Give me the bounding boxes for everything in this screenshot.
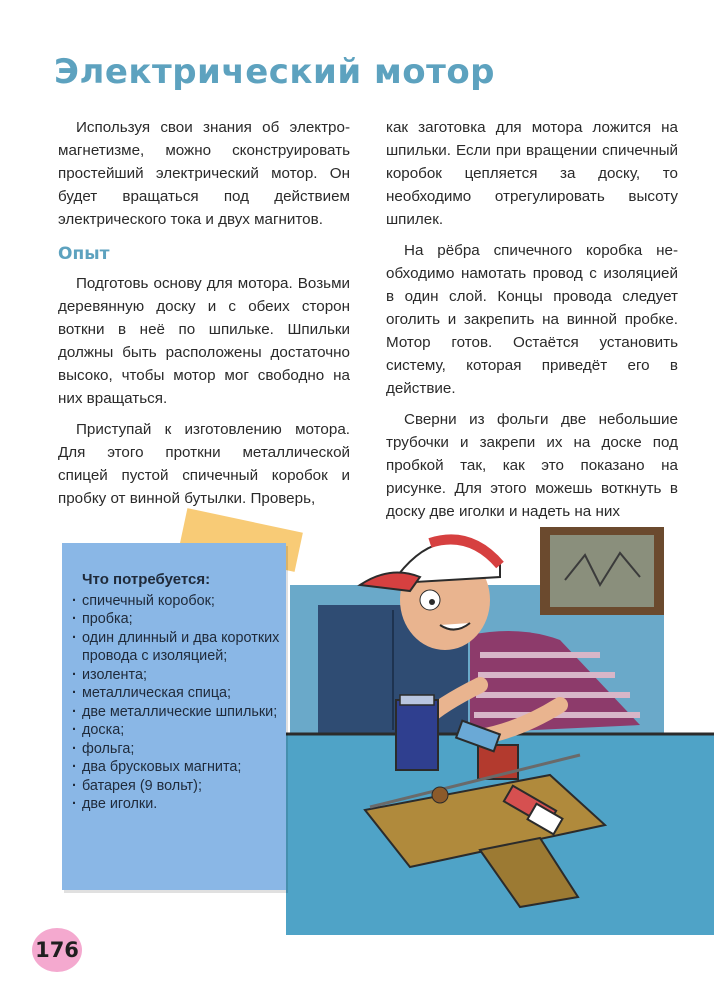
paragraph-check: как заготовка для мотора ложится на шпильки. Если при вращении спичечный коробок цепляется за доску, то необходимо отрегулировать высоту шпилек.	[386, 119, 678, 228]
list-item: · пробка;	[72, 610, 280, 629]
page-title: Электрический мотор	[54, 52, 496, 92]
paragraph-wire: На рёбра спичечного коробка необходимо намотать провод с изоляцией в один слой. Концы провода следует оголить и закрепить на винной пробке. Мотор готов. Остаётся установить систему, которая приведёт его в действие.	[386, 242, 678, 397]
intro-paragraph: Используя свои знания об электромагнетизме, можно сконструировать простейший электрический мотор. Он будет вращаться под действием электрического тока и двух магнитов.	[58, 119, 350, 228]
page-number: 176	[32, 928, 82, 972]
list-item: · батарея (9 вольт);	[72, 777, 280, 796]
list-item: · спичечный коробок;	[72, 592, 280, 611]
experiment-subheading: Опыт	[58, 244, 110, 264]
list-item: · изолента;	[72, 666, 280, 685]
left-text-column	[58, 116, 350, 510]
battery	[396, 700, 438, 770]
paragraph-base: Подготовь основу для мотора. Возьми деревянную доску и с обеих сторон воткни в неё по шпильке. Шпильки должны быть расположены достаточно высоко, чтобы мотор мог свободно на них вращаться.	[58, 275, 350, 407]
list-item: · две иголки.	[72, 795, 280, 814]
materials-note	[62, 543, 286, 890]
list-item: · два брусковых магнита;	[72, 758, 280, 777]
list-item: · металлическая спица;	[72, 684, 280, 703]
materials-list	[72, 592, 280, 814]
list-item: · один длинный и два коротких провода с изоляцией;	[72, 629, 280, 666]
paragraph-foil: Сверни из фольги две небольшие трубочки и закрепи их на доске под пробкой так, как это показано на рисунке. Для этого можешь воткнуть в доску две иголки и надеть на них	[386, 411, 678, 520]
list-item: · две металлические шпильки;	[72, 703, 280, 722]
list-item: · фольга;	[72, 740, 280, 759]
materials-title: Что потребуется:	[82, 571, 211, 588]
paragraph-motor: Приступай к изготовлению мотора. Для этого проткни металлической спицей пустой спичечный коробок и пробку от винной бутылки. Проверь,	[58, 421, 350, 507]
right-text-column	[386, 116, 678, 523]
list-item: · доска;	[72, 721, 280, 740]
